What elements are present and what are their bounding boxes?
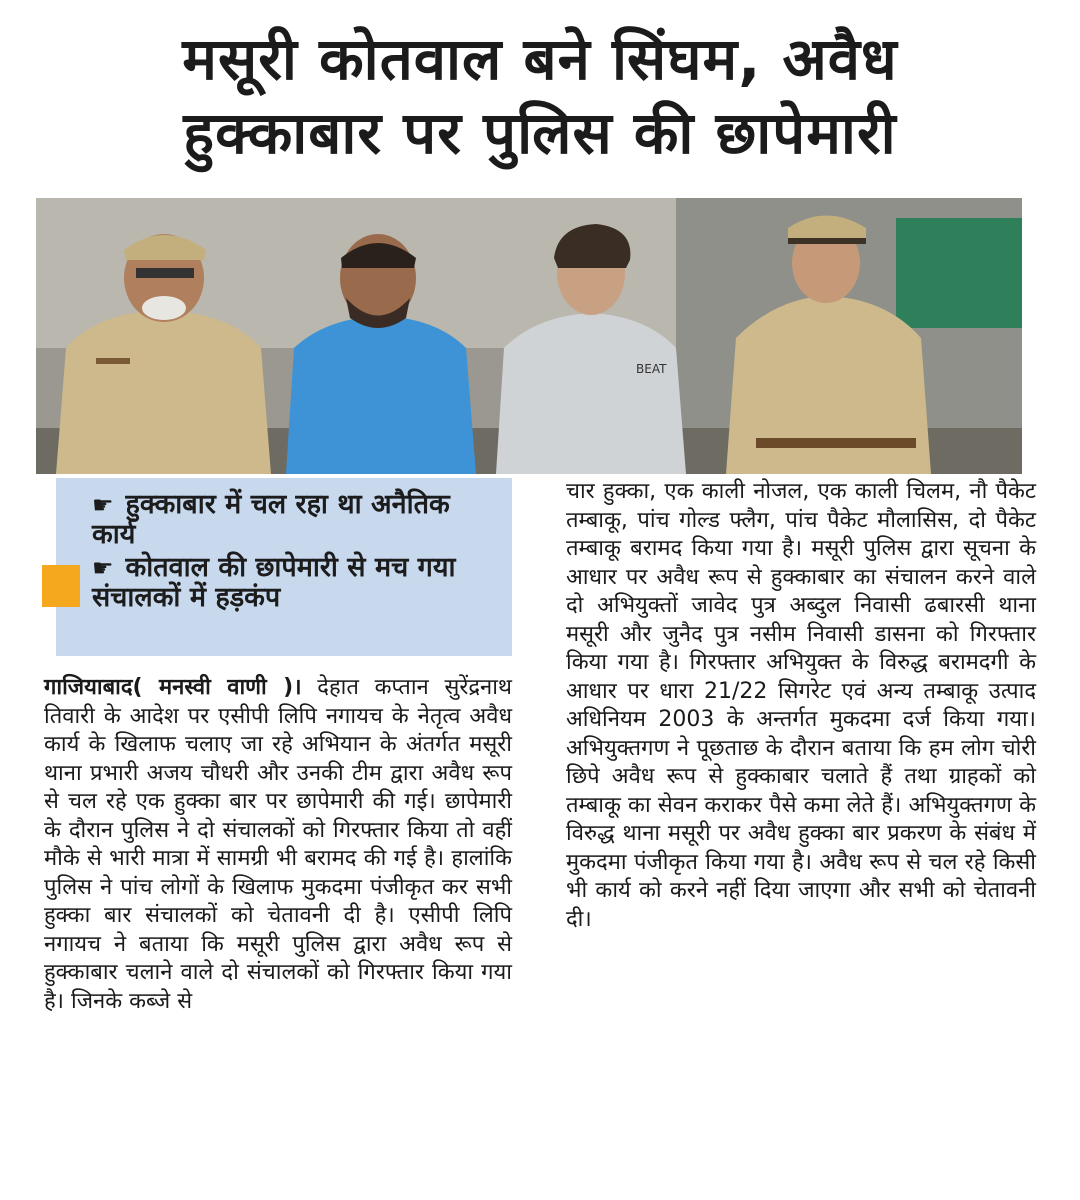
pointing-hand-icon: ☛	[92, 554, 114, 582]
section-marker	[42, 565, 80, 607]
shirt-text: BEAT	[636, 362, 667, 376]
article-body-right: चार हुक्का, एक काली नोजल, एक काली चिलम, नौ पैकेट तम्बाकू, पांच गोल्ड फ्लैग, पांच पैकेट मौलासिस, दो पैकेट तम्बाकू बरामद किया गया है। मसूरी पुलिस द्वारा सूचना के आधार पर अवैध रूप से हुक्काबार का संचालन करने वाले दो अभियुक्तों जावेद पुत्र अब्दुल निवासी ढबारसी थाना मसूरी और जुनैद पुत्र नसीम निवासी डासना को गिरफ्तार किया गया है। गिरफ्तार अभियुक्त के विरुद्ध बरामदगी के आधार पर धारा 21/22 सिगरेट एवं अन्य तम्बाकू उत्पाद अधिनियम 2003 के अन्तर्गत मुकदमा दर्ज किया गया। अभियुक्तगण ने पूछताछ के दौरान बताया कि हम लोग चोरी छिपे अवैध रूप से हुक्काबार चलाते हैं तथा ग्राहकों को तम्बाकू का सेवन कराकर पैसे कमा लेते हैं। अभियुक्तगण के विरुद्ध थाना मसूरी पर अवैध हुक्का बार प्रकरण के संबंध में मुकदमा पंजीकृत किया गया है। अवैध रूप से चल रहे किसी भी कार्य को करने नहीं दिया जाएगा और सभी को चेतावनी दी।	[566, 479, 1036, 932]
headline	[20, 22, 1060, 170]
highlight-bullet-1	[92, 490, 492, 550]
news-photo	[36, 198, 1022, 474]
dateline: गाजियाबाद( मनस्वी वाणी )।	[44, 675, 302, 700]
headline-line-2: हुक्काबार पर पुलिस की छापेमारी	[183, 99, 897, 167]
pointing-hand-icon: ☛	[92, 491, 114, 519]
headline-line-1: मसूरी कोतवाल बने सिंघम, अवैध	[182, 25, 898, 93]
highlight-2-text: कोतवाल की छापेमारी से मच गया संचालकों में हड़कंप	[92, 552, 456, 613]
body-left-text: देहात कप्तान सुरेंद्रनाथ तिवारी के आदेश पर एसीपी लिपि नगायच के नेतृत्व अवैध कार्य के खिलाफ चलाए जा रहे अभियान के अंतर्गत मसूरी थाना प्रभारी अजय चौधरी और उनकी टीम द्वारा अवैध रूप से चल रहे एक हुक्का बार पर छापेमारी की गई। छापेमारी के दौरान पुलिस ने दो संचालकों को गिरफ्तार किया तो वहीं मौके से भारी मात्रा में सामग्री भी बरामद की गई है। हालांकि पुलिस ने पांच लोगों के खिलाफ मुकदमा पंजीकृत कर सभी हुक्का बार संचालकों को चेतावनी दी है। एसीपी लिपि नगायच ने बताया कि मसूरी पुलिस द्वारा अवैध रूप से हुक्काबार चलाने वाले दो संचालकों को गिरफ्तार किया गया है। जिनके कब्जे से	[44, 675, 512, 1014]
article-body-left	[44, 674, 512, 1016]
highlight-1-text: हुक्काबार में चल रहा था अनैतिक कार्य	[92, 489, 450, 550]
highlight-bullet-2	[92, 553, 502, 613]
